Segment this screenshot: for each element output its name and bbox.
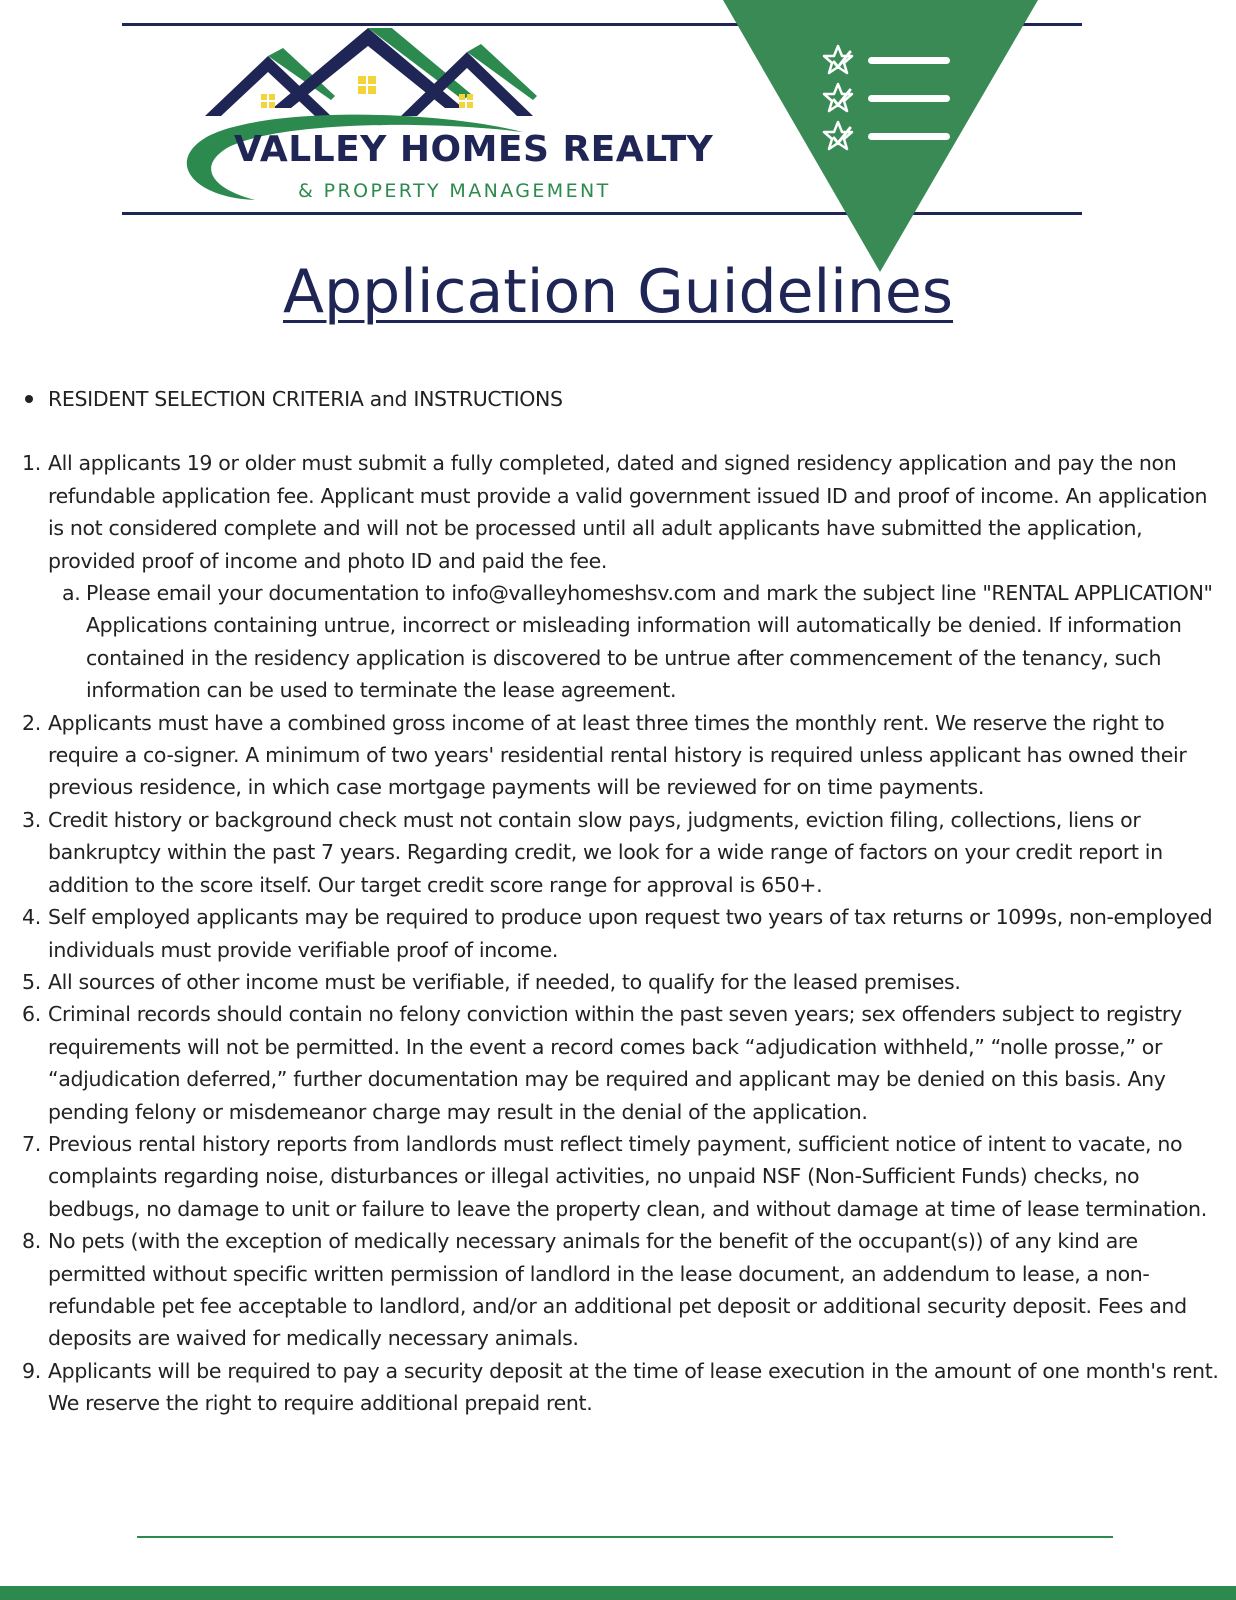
brand-name: VALLEY HOMES REALTY xyxy=(234,129,714,170)
list-item xyxy=(22,1355,1222,1420)
checklist-line xyxy=(868,133,950,140)
item-text: No pets (with the exception of medically necessary animals for the benefit of the occupant(s)) of any kind are permitted without specific written permission of landlord in the lease document, an addendum to lease, a non-refundable pet fee acceptable to landlord, and/or an additional pet deposit or additional security deposit. Fees and deposits are waived for medically necessary animals. xyxy=(48,1229,1187,1351)
footer-bar xyxy=(0,1586,1236,1600)
item-number: 4. xyxy=(22,905,41,930)
checklist-line xyxy=(868,95,950,102)
section-heading-text: RESIDENT SELECTION CRITERIA and INSTRUCTIONS xyxy=(48,387,563,411)
window-icon xyxy=(261,94,275,108)
item-text: Please email your documentation to info@valleyhomeshsv.com and mark the subject line "RENTAL APPLICATION" Applications containing untrue, incorrect or misleading information will automatically be denied. If information contained in the residency application is discovered to be untrue after commencement of the tenancy, such information can be used to terminate the lease agreement. xyxy=(86,581,1213,703)
list-item xyxy=(22,1128,1222,1225)
item-text: Criminal records should contain no felony conviction within the past seven years; sex offenders subject to registry requirements will not be permitted. In the event a record comes back “adjudication withheld,” “nolle prosse,” or “adjudication deferred,” further documentation may be required and applicant may be denied on this basis. Any pending felony or misdemeanor charge may result in the denial of the application. xyxy=(48,1002,1182,1124)
window-icon xyxy=(358,76,376,94)
list-item xyxy=(22,901,1222,966)
item-text: Credit history or background check must not contain slow pays, judgments, eviction filing, collections, liens or bankruptcy within the past 7 years. Regarding credit, we look for a wide range of factors on your credit report in addition to the score itself. Our target credit score range for approval is 650+. xyxy=(48,807,1163,897)
item-number: 5. xyxy=(22,969,41,994)
brand-subtitle: & PROPERTY MANAGEMENT xyxy=(298,180,611,202)
list-item xyxy=(22,707,1222,804)
list-subitem xyxy=(22,577,1222,707)
item-number: 3. xyxy=(22,807,41,832)
item-text: All applicants 19 or older must submit a fully completed, dated and signed residency application and pay the non refundable application fee. Applicant must provide a valid government issued ID and proof of income. An application is not considered complete and will not be processed until all adult applicants have submitted the application, provided proof of income and photo ID and paid the fee. xyxy=(48,451,1208,573)
item-number: 1. xyxy=(22,451,41,476)
checklist-line xyxy=(868,57,950,64)
item-text: All sources of other income must be verifiable, if needed, to qualify for the leased premises. xyxy=(48,969,961,994)
bullet-icon xyxy=(25,395,33,403)
item-number: 8. xyxy=(22,1229,41,1254)
list-item xyxy=(22,447,1222,577)
item-number: 7. xyxy=(22,1131,41,1156)
footer-rule xyxy=(137,1536,1113,1538)
list-item xyxy=(22,804,1222,901)
page-title: Application Guidelines xyxy=(282,257,954,327)
item-number: 9. xyxy=(22,1358,41,1383)
item-text: Applicants will be required to pay a security deposit at the time of lease execution in the amount of one month's rent. We reserve the right to require additional prepaid rent. xyxy=(48,1358,1219,1416)
section-heading xyxy=(22,383,1222,415)
list-item xyxy=(22,1225,1222,1355)
list-item xyxy=(22,998,1222,1128)
item-text: Self employed applicants may be required to produce upon request two years of tax returns or 1099s, non-employed individuals must provide verifiable proof of income. xyxy=(48,905,1213,962)
item-text: Applicants must have a combined gross income of at least three times the monthly rent. We reserve the right to require a co-signer. A minimum of two years' residential rental history is required unless applicant has owned their previous residence, in which case mortgage payments will be reviewed for on time payments. xyxy=(48,710,1187,800)
item-number: 2. xyxy=(22,710,41,735)
item-text: Previous rental history reports from landlords must reflect timely payment, sufficient notice of intent to vacate, no complaints regarding noise, disturbances or illegal activities, no unpaid NSF (Non-Sufficient Funds) checks, no bedbugs, no damage to unit or failure to leave the property clean, and without damage at time of lease termination. xyxy=(48,1131,1207,1221)
item-number: 6. xyxy=(22,1002,41,1027)
item-number: a. xyxy=(62,581,81,606)
list-item xyxy=(22,966,1222,998)
guidelines-body xyxy=(22,383,1222,1420)
